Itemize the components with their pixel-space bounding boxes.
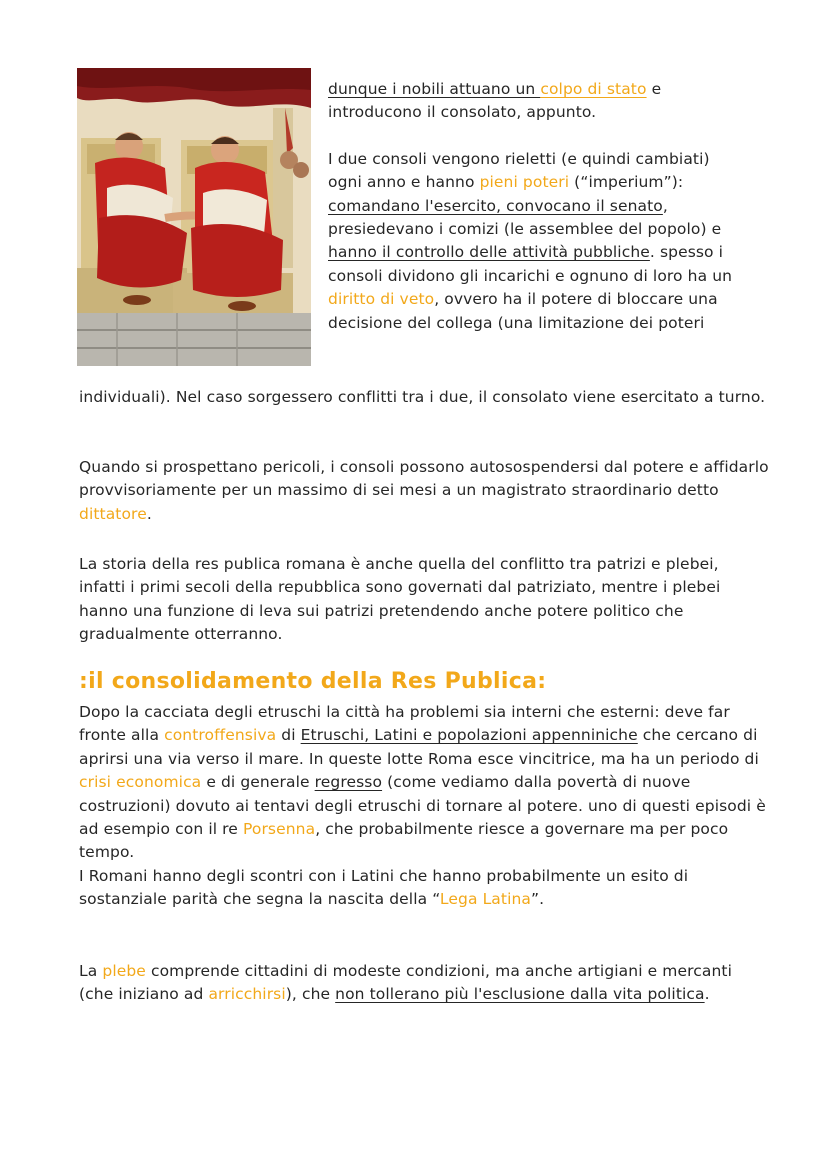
text-run: La — [79, 962, 103, 980]
text-run: (come vediamo dalla povertà di nuove costruzioni) dovuto ai tentavi degli etruschi di tornare al potere. uno di questi episodi è ad esempio con il re — [79, 773, 766, 839]
paragraph-coup — [328, 78, 748, 125]
section-heading: :il consolidamento della Res Publica: — [79, 669, 547, 694]
highlight-dittatore: dittatore — [79, 504, 147, 523]
text-run: e introducono il consolato, appunto. — [328, 80, 662, 122]
highlight-porsenna: Porsenna — [242, 820, 316, 839]
dictator-block — [79, 456, 769, 526]
underline-comandano: comandano l'esercito, convocano il senato — [328, 196, 663, 215]
text-run: Dopo la cacciata degli etruschi la città ha problemi sia interni che esterni: deve far fronte alla — [79, 703, 730, 745]
text-run: che cercano di aprirsi una via verso il mare. In queste lotte Roma esce vincitrice, ma ha un periodo di — [79, 726, 759, 768]
text-run: I Romani hanno degli scontri con i Latini che hanno probabilmente un esito di sostanziale parità che segna la nascita della “ — [79, 866, 689, 909]
text-run: . — [704, 985, 710, 1004]
text-run: (“imperium”): — [569, 173, 684, 192]
paragraph-patrizi-plebei: La storia della res publica romana è anche quella del conflitto tra patrizi e plebei, infatti i primi secoli della repubblica sono governati dal patriziato, mentre i plebei hanno una funzione di leva sui patrizi pretendendo anche potere politico che gradualmente otterranno. — [79, 555, 721, 644]
text-run: , che probabilmente riesce a governare ma per poco tempo. — [79, 820, 729, 862]
paragraph-dittatore — [79, 456, 769, 526]
text-run: dunque i nobili attuano un — [328, 80, 541, 98]
text-run: . spesso i consoli dividono gli incarichi e ognuno di loro ha un — [328, 243, 733, 285]
underline-regresso: regresso — [314, 773, 383, 792]
underline-non-tollerano: non tollerano più l'esclusione dalla vita politica — [335, 985, 705, 1004]
highlight-diritto-di-veto: diritto di veto — [328, 290, 435, 309]
text-run: Quando si prospettano pericoli, i consoli possono autosospendersi dal potere e affidarlo provvisoriamente per un massimo di sei mesi a un magistrato straordinario detto — [79, 458, 769, 500]
text-run: comprende cittadini di modeste condizioni, ma anche artigiani e mercanti (che iniziano ad — [79, 962, 732, 1004]
highlight-controffensiva: controffensiva — [164, 726, 277, 745]
paragraph-lega-latina — [79, 865, 769, 912]
paragraph-turno: individuali). Nel caso sorgessero conflitti tra i due, il consolato viene esercitato a turno. — [79, 388, 766, 406]
roman-consuls-illustration — [77, 68, 311, 366]
highlight-pieni-poteri: pieni poteri — [479, 173, 570, 192]
plebe-block — [79, 960, 769, 1007]
text-run: , ovvero ha il potere di bloccare una decisione del collega (una limitazione dei poteri — [328, 290, 718, 332]
consuls-continuation — [79, 386, 769, 409]
text-run: di — [276, 726, 301, 745]
highlight-arricchirsi: arricchirsi — [208, 985, 286, 1004]
highlight-colpo-di-stato: colpo di stato — [540, 80, 647, 98]
paragraph-etruschi — [79, 701, 769, 865]
underline-popolazioni: Etruschi, Latini e popolazioni appenniniche — [300, 726, 638, 745]
highlight-crisi-economica: crisi economica — [79, 773, 202, 792]
text-run: e di generale — [201, 773, 315, 792]
highlight-plebe: plebe — [102, 962, 146, 980]
text-run: . — [146, 504, 152, 523]
consolidation-block — [79, 701, 769, 912]
paragraph-plebe — [79, 960, 769, 1007]
intro-text-block — [328, 78, 748, 335]
text-run: ”. — [531, 890, 545, 909]
text-run: I due consoli vengono rieletti (e quindi cambiati) ogni anno e hanno — [328, 149, 710, 192]
highlight-lega-latina: Lega Latina — [439, 890, 532, 909]
conflict-block — [79, 553, 769, 647]
text-run: ), che — [285, 985, 336, 1004]
text-run: , presiedevano i comizi (le assemblee del popolo) e — [328, 196, 722, 239]
underline-controllo: hanno il controllo delle attività pubbliche — [328, 243, 650, 262]
paragraph-consuls — [328, 148, 748, 335]
